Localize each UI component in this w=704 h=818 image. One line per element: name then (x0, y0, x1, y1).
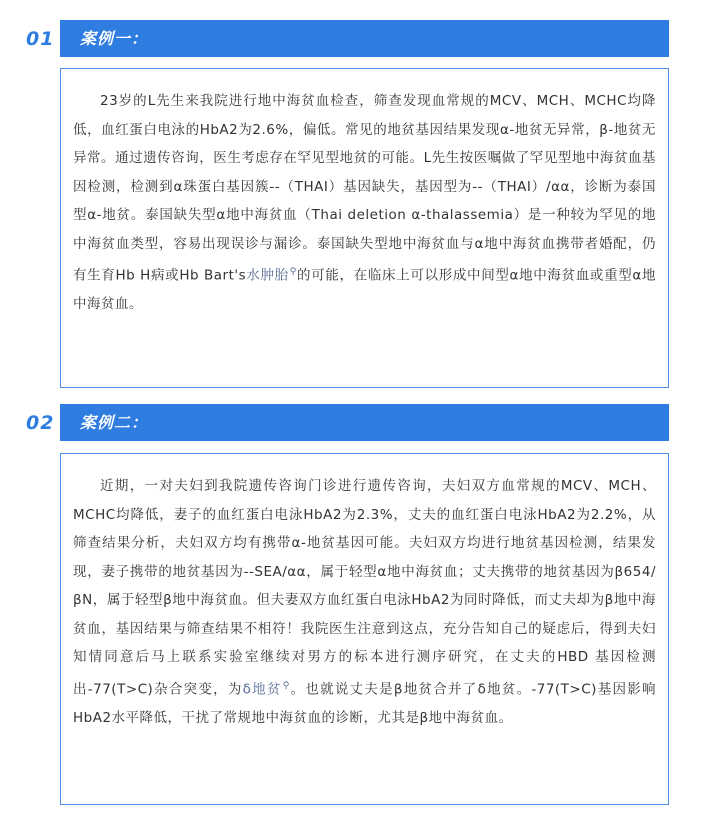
case-1-title: 案例一： (80, 29, 149, 48)
search-icon[interactable]: ⚲ (282, 680, 290, 691)
case-1-number: 01 (26, 28, 55, 50)
case-1-banner (60, 20, 669, 57)
case-2-keyword-link[interactable]: δ地贫 (242, 681, 282, 697)
case-1-content-box (60, 68, 669, 388)
case-1-keyword-link[interactable]: 水肿胎 (246, 267, 289, 284)
case-2-paragraph (61, 454, 668, 732)
case-1-paragraph (61, 69, 668, 319)
case-2-title: 案例二： (80, 413, 149, 432)
case-1-text-after-link: 的可能，在临床上可以形成中间型α地中海贫血或重型α地中海贫血。 (73, 267, 656, 312)
case-2-text-after-link: 。也就说丈夫是β地贫合并了δ地贫。-77(T>C)基因影响HbA2水平降低，干扰了常规地中海贫血的诊断，尤其是β地中海贫血。 (73, 681, 656, 726)
search-icon[interactable]: ⚲ (289, 267, 297, 277)
case-2-banner (60, 404, 669, 441)
case-2-content-box (60, 453, 669, 805)
case-2-text-before-link: 近期，一对夫妇到我院遗传咨询门诊进行遗传咨询，夫妇双方血常规的MCV、MCH、MCHC均降低，妻子的血红蛋白电泳HbA2为2.3%，丈夫的血红蛋白电泳HbA2为2.2%，从筛查结果分析，夫妇双方均有携带α-地贫基因可能。夫妇双方均进行地贫基因检测，结果发现，妻子携带的地贫基因为--SEA/αα，属于轻型α地中海贫血；丈夫携带的地贫基因为β654/βN，属于轻型β地中海贫血。但夫妻双方血红蛋白电泳HbA2为同时降低，而丈夫却为β地中海贫血，基因结果与筛查结果不相符！我院医生注意到这点，充分告知自己的疑虑后，得到夫妇知情同意后马上联系实验室继续对男方的标本进行测序研究，在丈夫的HBD 基因检测出-77(T>C)杂合突变，为 (73, 478, 656, 697)
case-1-text-before-link: 23岁的L先生来我院进行地中海贫血检查，筛查发现血常规的MCV、MCH、MCHC均降低，血红蛋白电泳的HbA2为2.6%，偏低。常见的地贫基因结果发现α-地贫无异常，β-地贫无异常。通过遗传咨询，医生考虑存在罕见型地贫的可能。L先生按医嘱做了罕见型地中海贫血基因检测，检测到α珠蛋白基因簇--（THAI）基因缺失，基因型为--（THAI）/αα，诊断为泰国型α-地贫。泰国缺失型α地中海贫血（Thai deletion α-thalassemia）是一种较为罕见的地中海贫血类型，容易出现误诊与漏诊。泰国缺失型地中海贫血与α地中海贫血携带者婚配，仍有生育Hb H病或Hb Bart's (73, 93, 656, 284)
case-2-number: 02 (26, 412, 55, 434)
